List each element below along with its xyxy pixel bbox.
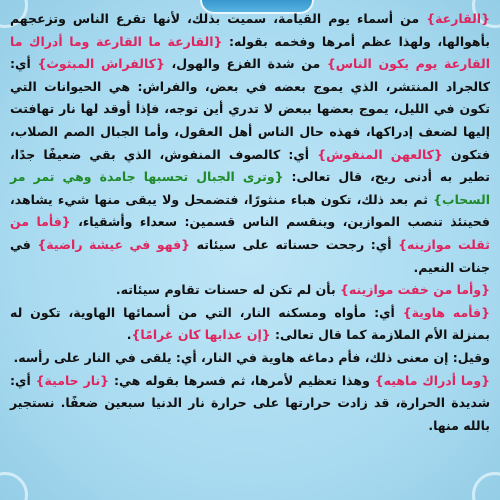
- paragraph: [10, 347, 490, 370]
- commentary-text: من أسماء يوم القيامة، سميت بذلك، لأنها تقرع الناس وتزعجهم بأهوالها، ولهذا عظم أمرها وفخمه بقوله:: [10, 11, 490, 49]
- commentary-text: .: [126, 327, 132, 343]
- quran-quote: {كالعهن المنفوش}: [317, 146, 443, 162]
- commentary-text: في جنات النعيم.: [10, 236, 490, 275]
- quran-quote: {كالفراش المبثوث}: [37, 56, 165, 72]
- commentary-text: أي: كالصوف المنفوش، الذي بقي ضعيفًا جدًا، تطير به أدنى ريح، قال تعالى:: [10, 146, 490, 185]
- commentary-text: وقيل: إن معنى ذلك، فأم دماغه هاوية في النار، أي: يلقى في النار على رأسه.: [13, 349, 490, 365]
- quran-quote: {وما أدراك ماهيه}: [374, 372, 490, 388]
- commentary-text: ثم بعد ذلك، تكون هباء منثورًا، فتضمحل ولا يبقى منها شيء يشاهد، فحينئذ تنصب الموازين، وينقسم الناس قسمين: سعداء وأشقياء،: [10, 191, 490, 230]
- quran-quote: {نار حامية}: [35, 372, 110, 388]
- tafsir-text: [10, 8, 490, 496]
- quran-quote: {القارعة}: [426, 11, 490, 26]
- paragraph: [10, 302, 490, 347]
- paragraph: [10, 279, 490, 302]
- commentary-text: وهذا تعظيم لأمرها، ثم فسرها بقوله هي:: [109, 372, 375, 388]
- quran-quote: {وأما من خفت موازينه}: [340, 282, 490, 298]
- commentary-text: أي: مأواه ومسكنه النار، التي من أسمائها الهاوية، تكون له بمنزلة الأم الملازمة كما قال تعالى:: [10, 304, 490, 343]
- quran-quote: {فهو في عيشة راضية}: [37, 236, 191, 252]
- paragraph: [10, 8, 490, 279]
- paragraph: [10, 370, 490, 438]
- cited-verse: {وترى الجبال تحسبها جامدة وهي تمر مر السحاب}: [10, 169, 490, 207]
- quran-quote: {فأمه هاوية}: [402, 304, 490, 320]
- quran-quote: {إن عذابها كان غرامًا}: [131, 327, 271, 343]
- commentary-text: أي: رجحت حسناته على سيئاته: [190, 236, 399, 252]
- commentary-text: أي: كالجراد المنتشر، الذي يموج بعضه في بعض، والفراش: هي الحيوانات التي تكون في الليل، يموج بعضها ببعض لا تدري أين توجه، فإذا أوقد لها نار تهافتت إليها لضعف إدراكها، فهذه حال الناس أهل العقول، وأما الجبال الصم الصلاب، فتكون: [10, 56, 490, 162]
- quran-quote: {القارعة ما القارعة وما أدراك ما القارعة يوم يكون الناس}: [10, 33, 490, 72]
- commentary-text: أي: شديدة الحرارة، قد زادت حرارتها على حرارة نار الدنيا سبعين ضعفًا. نستجير بالله منها.: [10, 372, 490, 433]
- commentary-text: بأن لم تكن له حسنات تقاوم سيئاته.: [115, 282, 340, 298]
- quran-quote: {فأما من ثقلت موازينه}: [10, 214, 490, 252]
- commentary-text: من شدة الفزع والهول،: [164, 56, 327, 72]
